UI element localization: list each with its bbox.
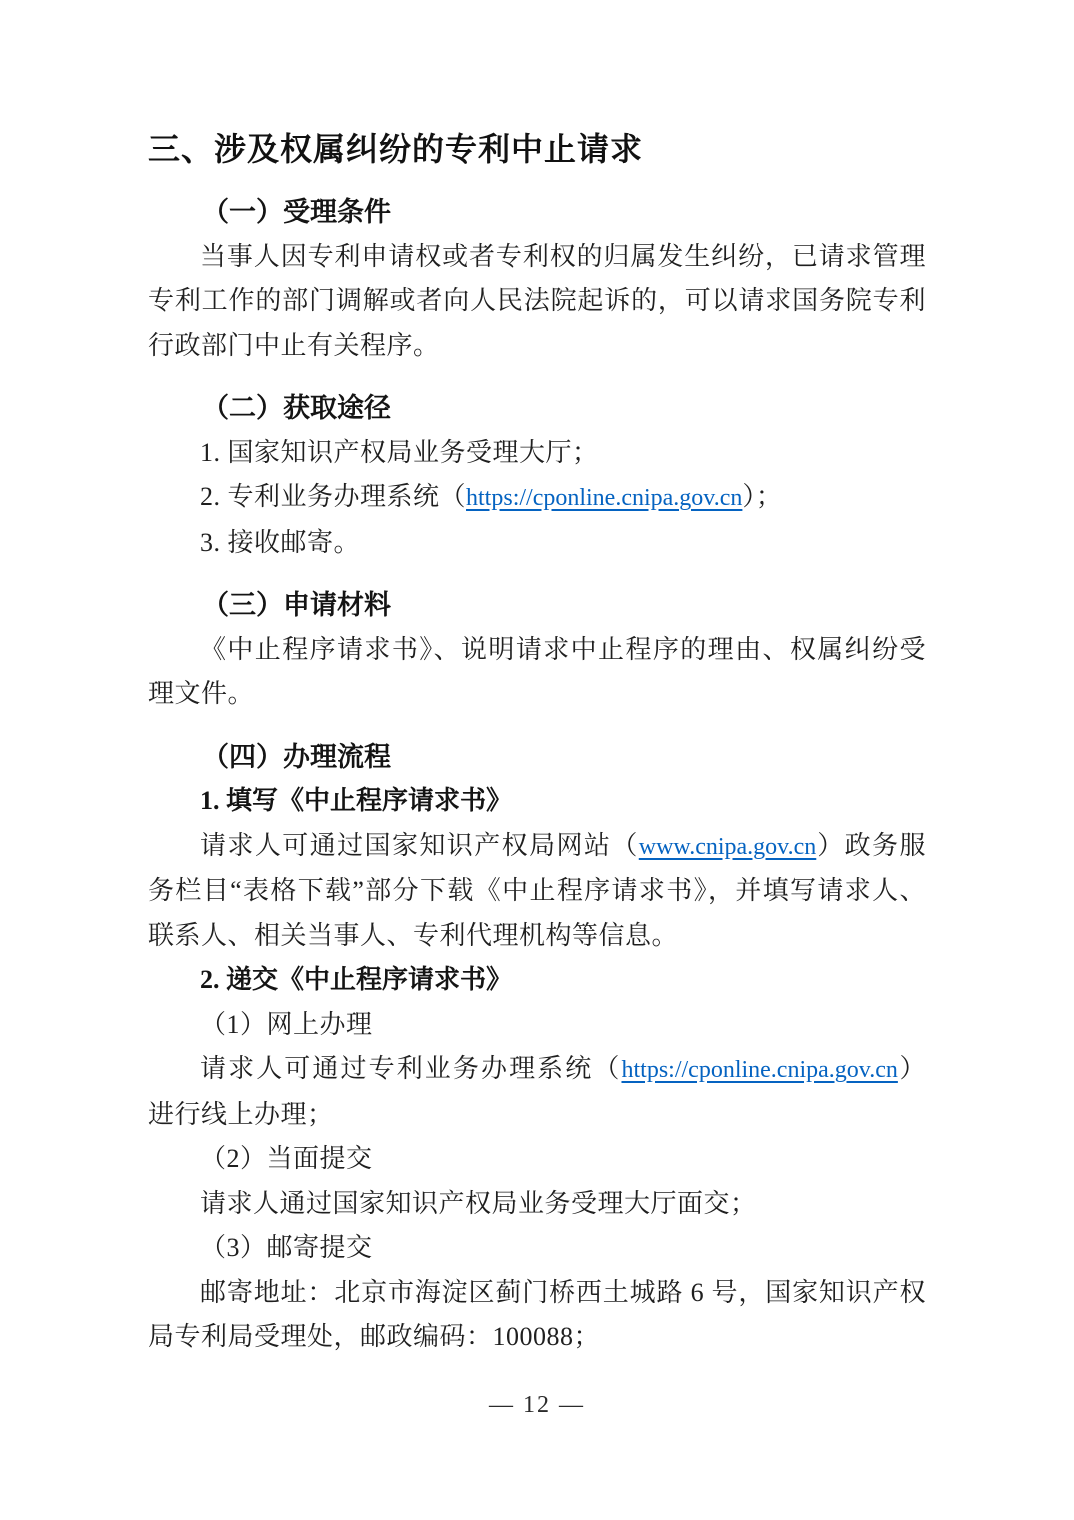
- list-item-receive-mail: 3. 接收邮寄。: [200, 527, 361, 557]
- cnipa-website-link[interactable]: www.cnipa.gov.cn: [638, 833, 817, 860]
- paragraph-in-person: 请求人通过国家知识产权局业务受理大厅面交；: [200, 1188, 757, 1218]
- paragraph-fill-form-text: 请求人可通过国家知识产权局网站（: [200, 830, 639, 860]
- paragraph-fill-form-tail: ）政务服务栏目“表格下载”部分下载《中止程序请求书》，并填写请求人、联系人、相关当事人、专利代理机构等信息。: [148, 830, 926, 950]
- paragraph-online-handling: [148, 1047, 926, 1137]
- list-item-online-system-text: 2. 专利业务办理系统（: [200, 482, 467, 511]
- step-heading-fill-form: 1. 填写《中止程序请求书》: [200, 786, 513, 815]
- sub-heading-in-person: （2）当面提交: [200, 1144, 373, 1173]
- paragraph-application-materials: 《中止程序请求书》、说明请求中止程序的理由、权属纠纷受理文件。: [148, 634, 926, 708]
- list-item-online-system-tail: ）；: [742, 482, 783, 511]
- sub-heading-online-handling: （1）网上办理: [200, 1009, 373, 1039]
- paragraph-fill-form: [148, 824, 926, 959]
- section-heading-obtain-channels: （二）获取途径: [202, 393, 391, 423]
- step-heading-submit-form: 2. 递交《中止程序请求书》: [200, 965, 513, 994]
- list-item-online-system: [148, 475, 926, 521]
- page-number: — 12 —: [489, 1392, 585, 1418]
- page-title: 三、涉及权属纠纷的专利中止请求: [148, 131, 644, 167]
- section-heading-acceptance-conditions: （一）受理条件: [202, 197, 391, 227]
- cponline-link[interactable]: https://cponline.cnipa.gov.cn: [466, 485, 743, 511]
- paragraph-mail-address: 邮寄地址：北京市海淀区蓟门桥西土城路 6 号，国家知识产权局专利局受理处，邮政编码：100088；: [148, 1277, 926, 1351]
- paragraph-online-handling-text: 请求人可通过专利业务办理系统（: [200, 1054, 622, 1083]
- section-heading-procedure: （四）办理流程: [202, 741, 391, 772]
- paragraph-acceptance-conditions: 当事人因专利申请权或者专利权的归属发生纠纷，已请求管理专利工作的部门调解或者向人民法院起诉的，可以请求国务院专利行政部门中止有关程序。: [148, 241, 926, 360]
- sub-heading-mail-submission: （3）邮寄提交: [200, 1233, 373, 1262]
- section-heading-application-materials: （三）申请材料: [202, 590, 391, 620]
- list-item-reception-hall: 1. 国家知识产权局业务受理大厅；: [200, 437, 599, 467]
- paragraph-online-handling-tail: ）进行线上办理；: [148, 1054, 926, 1129]
- cponline-link-2[interactable]: https://cponline.cnipa.gov.cn: [621, 1057, 898, 1083]
